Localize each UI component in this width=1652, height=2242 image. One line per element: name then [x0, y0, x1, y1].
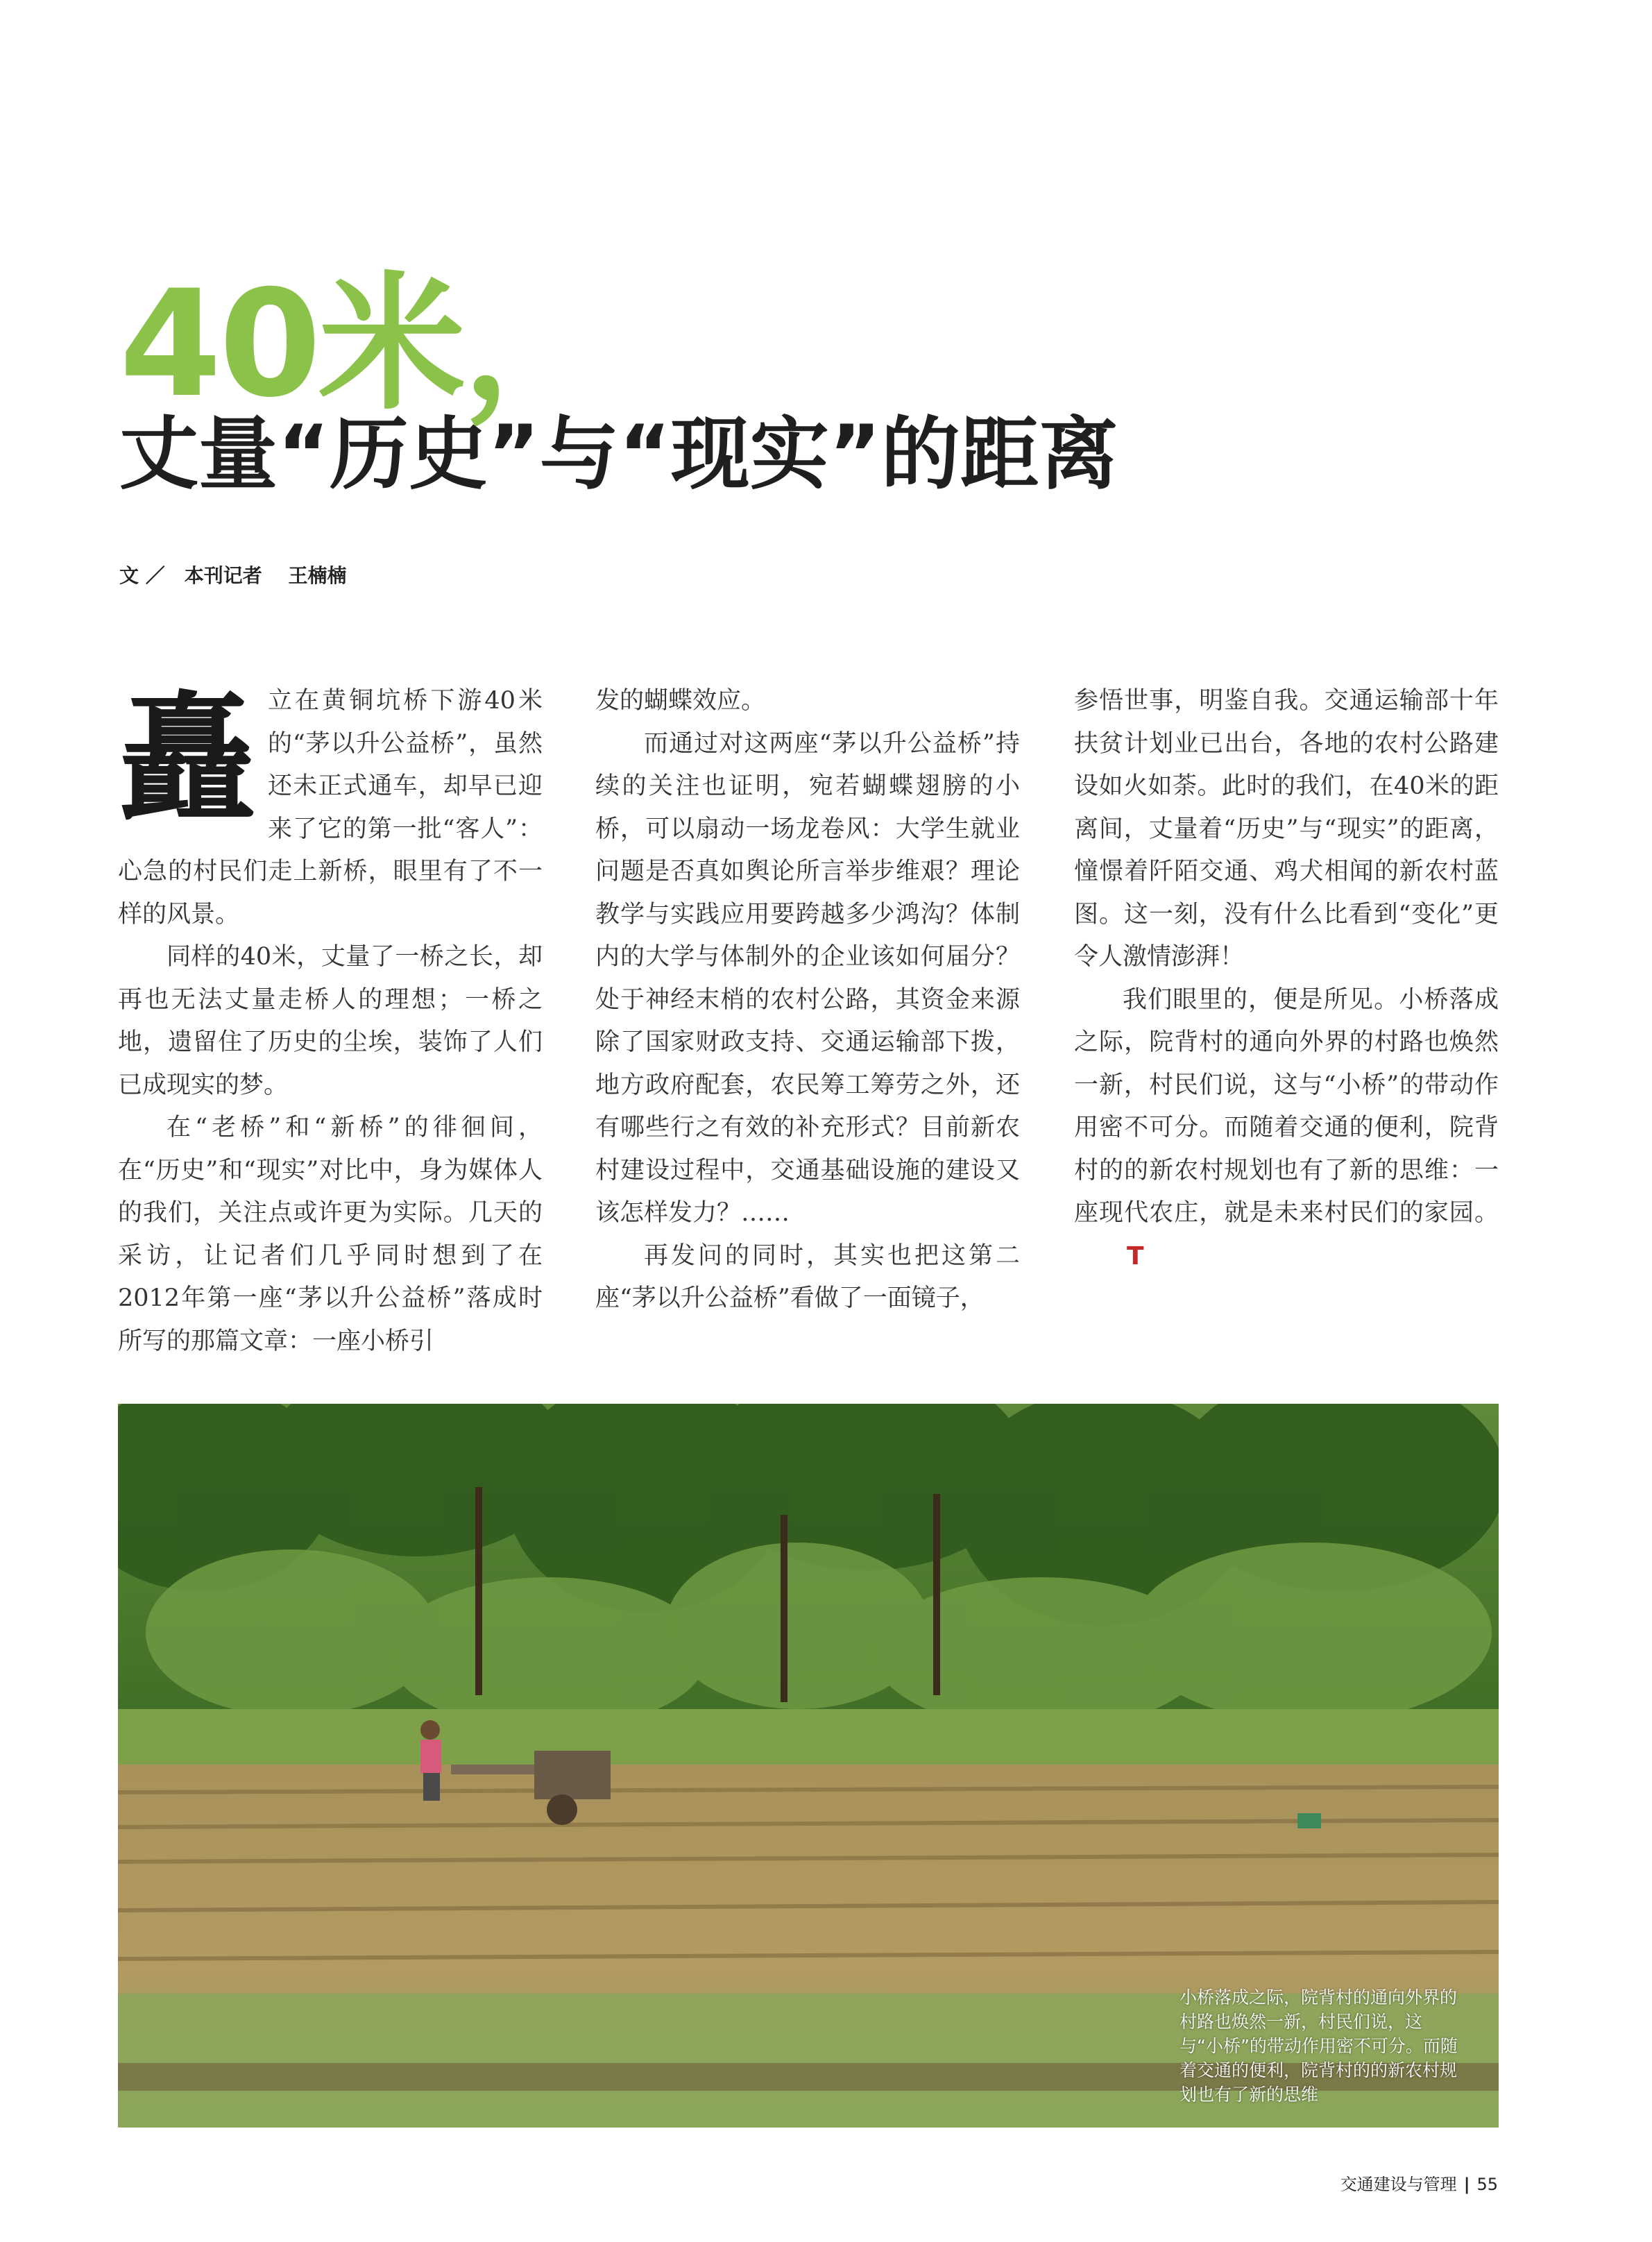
article-column-3	[1074, 680, 1499, 1278]
paragraph: 而通过对这两座“茅以升公益桥”持续的关注也证明，宛若蝴蝶翅膀的小桥，可以扇动一场龙卷风：大学生就业问题是否真如舆论所言举步维艰？理论教学与实践应用要跨越多少鸿沟？体制内的大学与体制外的企业该如何届分？处于神经末梢的农村公路，其资金来源除了国家财政支持、交通运输部下拨，地方政府配套，农民筹工筹劳之外，还有哪些行之有效的补充形式？目前新农村建设过程中，交通基础设施的建设又该怎样发力？……	[595, 729, 1020, 1227]
paragraph: 再发问的同时，其实也把这第二座“茅以升公益桥”看做了一面镜子，	[595, 1241, 1020, 1312]
page-number: 55	[1476, 2175, 1498, 2194]
paragraph: 我们眼里的，便是所见。小桥落成之际，院背村的通向外界的村路也焕然一新，村民们说，这与“小桥”的带动作用密不可分。而随着交通的便利，院背村的的新农村规划也有了新的思维：一座现代农庄，就是未来村民们的家园。T	[1074, 979, 1499, 1279]
article-photo	[118, 1404, 1499, 2128]
byline-prefix: 文	[119, 564, 139, 587]
drop-cap: 矗	[118, 677, 255, 839]
photo-caption: 小桥落成之际，院背村的通向外界的村路也焕然一新，村民们说，这与“小桥”的带动作用密不可分。而随着交通的便利，院背村的的新农村规划也有了新的思维	[1180, 1987, 1458, 2105]
byline	[119, 561, 347, 588]
article-column-2	[595, 680, 1020, 1320]
end-mark-icon: T	[1127, 1241, 1144, 1271]
article-column-1	[118, 677, 543, 1363]
paragraph: 参悟世事，明鉴自我。交通运输部十年扶贫计划业已出台，各地的农村公路建设如火如荼。此时的我们，在40米的距离间，丈量着“历史”与“现实”的距离，憧憬着阡陌交通、鸡犬相闻的新农村蓝图。这一刻，没有什么比看到“变化”更令人激情澎湃！	[1074, 687, 1499, 971]
footer-separator: |	[1463, 2175, 1470, 2194]
byline-role: 本刊记者	[184, 564, 262, 587]
paragraph: 矗立在黄铜坑桥下游40米的“茅以升公益桥”，虽然还未正式通车，却早已迎来了它的第一批“客人”：心急的村民们走上新桥，眼里有了不一样的风景。	[118, 677, 543, 928]
page-footer	[1340, 2171, 1498, 2195]
magazine-name: 交通建设与管理	[1340, 2175, 1457, 2194]
byline-author: 王楠楠	[288, 564, 347, 587]
byline-slash: ／	[145, 564, 165, 587]
paragraph: 发的蝴蝶效应。	[595, 687, 766, 715]
title-number-line: 40米，	[119, 258, 608, 430]
paragraph: 在“老桥”和“新桥”的徘徊间，在“历史”和“现实”对比中，身为媒体人的我们，关注点或许更为实际。几天的采访，让记者们几乎同时想到了在2012年第一座“茅以升公益桥”落成时所写的那篇文章：一座小桥引	[118, 1114, 543, 1355]
page-title: 丈量“历史”与“现实”的距离	[119, 408, 1118, 500]
paragraph: 同样的40米，丈量了一桥之长，却再也无法丈量走桥人的理想；一桥之地，遗留住了历史的尘埃，装饰了人们已成现实的梦。	[118, 943, 543, 1099]
